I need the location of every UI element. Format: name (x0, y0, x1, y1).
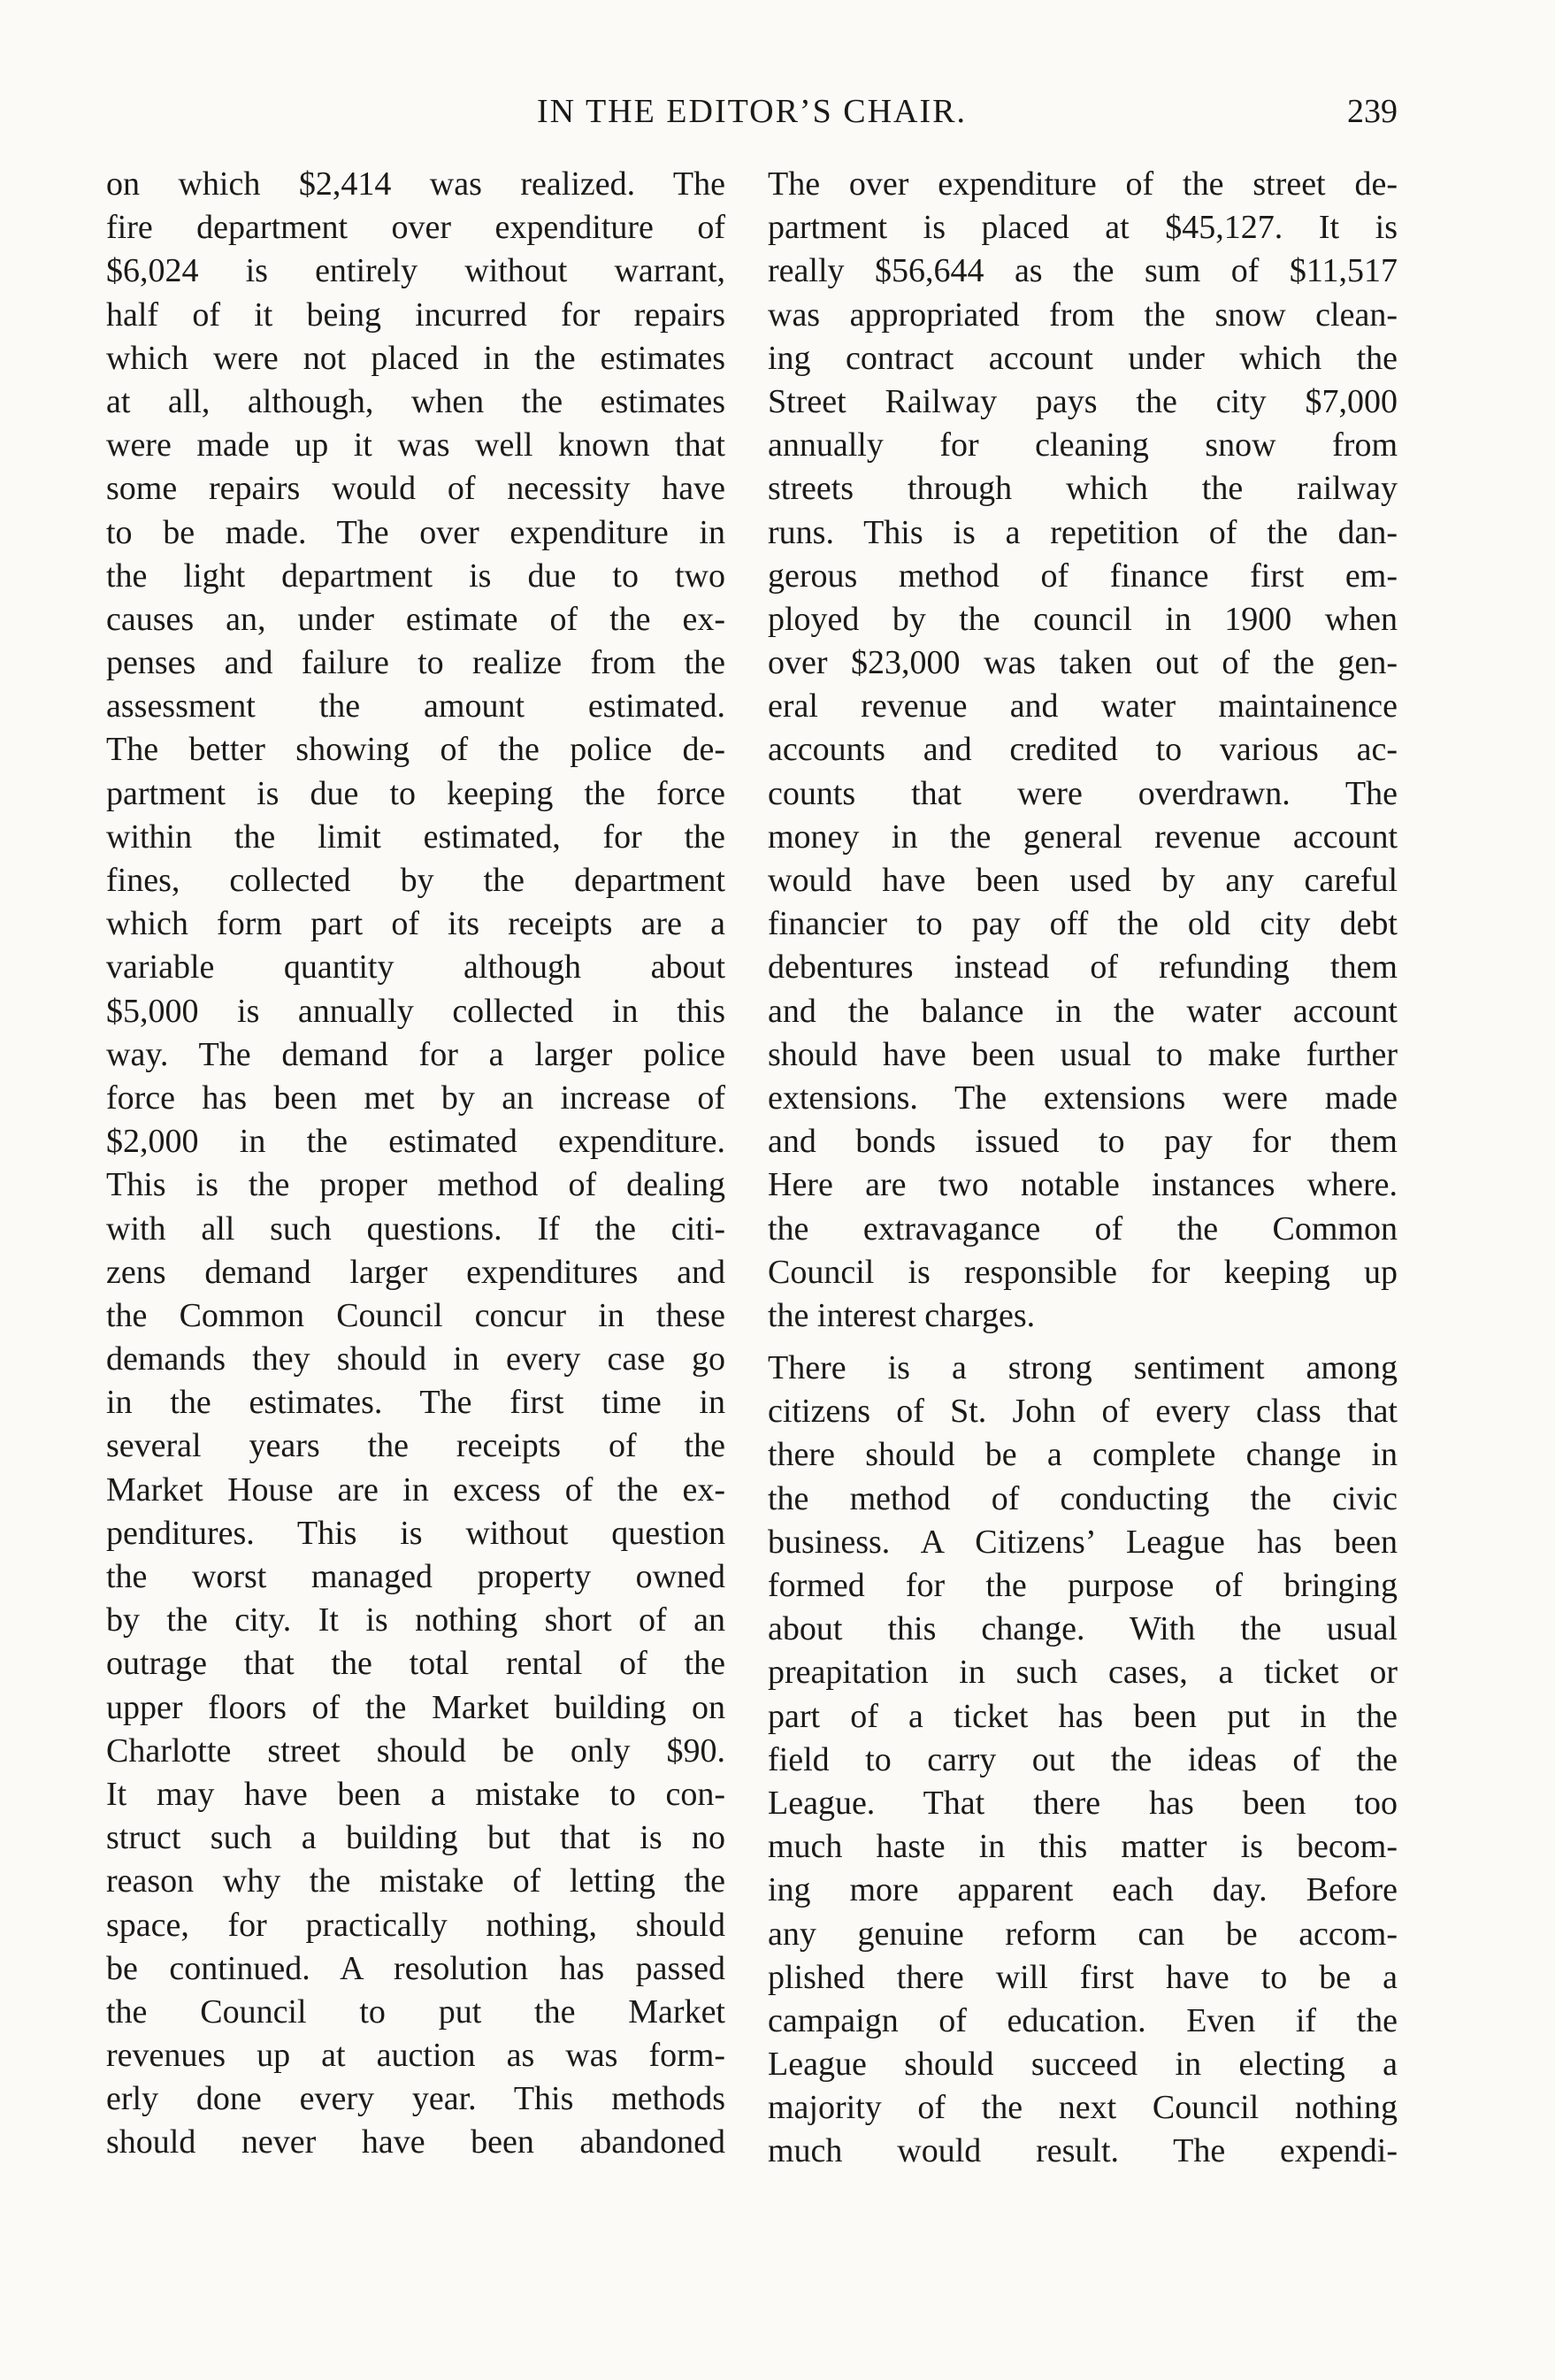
text-line: annually for cleaning snow from (768, 426, 1398, 464)
text-line: revenues up at auction as was form- (106, 2037, 725, 2075)
text-line: business. A Citizens’ League has been (768, 1523, 1398, 1561)
text-line: upper floors of the Market building on (106, 1688, 725, 1726)
text-line: There is a strong sentiment among (768, 1349, 1398, 1387)
text-line: with all such questions. If the citi- (106, 1209, 725, 1248)
text-line: runs. This is a repetition of the dan- (768, 513, 1398, 551)
text-line: the method of conducting the civic (768, 1479, 1398, 1517)
text-line: on which $2,414 was realized. The (106, 165, 725, 203)
text-line: by the city. It is nothing short of an (106, 1601, 725, 1639)
text-line: The better showing of the police de- (106, 731, 725, 769)
text-line: the Common Council concur in these (106, 1296, 725, 1334)
text-line: demands they should in every case go (106, 1340, 725, 1378)
text-line: really $56,644 as the sum of $11,517 (768, 252, 1398, 290)
text-line: majority of the next Council nothing (768, 2089, 1398, 2127)
text-line: to be made. The over expenditure in (106, 513, 725, 551)
text-line: and the balance in the water account (768, 992, 1398, 1030)
text-line: The over expenditure of the street de- (768, 165, 1398, 203)
text-line: streets through which the railway (768, 470, 1398, 508)
text-line: outrage that the total rental of the (106, 1645, 725, 1683)
text-line: the interest charges. (768, 1296, 1036, 1334)
text-line: reason why the mistake of letting the (106, 1862, 725, 1900)
text-line: much would result. The expendi- (768, 2132, 1398, 2170)
text-line: which form part of its receipts are a (106, 905, 725, 943)
text-line: $2,000 in the estimated expenditure. (106, 1123, 725, 1161)
text-line: eral revenue and water maintainence (768, 687, 1398, 726)
text-line: would have been used by any careful (768, 862, 1398, 899)
text-line: penditures. This is without question (106, 1514, 725, 1552)
text-line: fines, collected by the department (106, 862, 725, 899)
page-number: 239 (1347, 93, 1398, 130)
text-line: League. That there has been too (768, 1784, 1398, 1822)
text-line: several years the receipts of the (106, 1427, 725, 1465)
text-line: at all, although, when the estimates (106, 382, 725, 420)
text-line: It may have been a mistake to con- (106, 1775, 725, 1813)
right-column (768, 163, 1398, 2174)
text-line: gerous method of finance first em- (768, 557, 1398, 595)
text-line: there should be a complete change in (768, 1436, 1398, 1474)
text-line: ployed by the council in 1900 when (768, 600, 1398, 638)
text-line: way. The demand for a larger police (106, 1035, 725, 1073)
text-line: struct such a building but that is no (106, 1819, 725, 1857)
text-line: Charlotte street should be only $90. (106, 1731, 725, 1770)
text-line: Here are two notable instances where. (768, 1166, 1398, 1204)
text-line: field to carry out the ideas of the (768, 1740, 1398, 1778)
text-line: plished there will first have to be a (768, 1958, 1398, 1996)
text-line: half of it being incurred for repairs (106, 296, 725, 334)
text-line: the Council to put the Market (106, 1992, 725, 2031)
text-line: money in the general revenue account (768, 818, 1398, 856)
text-line: force has been met by an increase of (106, 1079, 725, 1117)
text-line: some repairs would of necessity have (106, 470, 725, 508)
text-line: variable quantity although about (106, 948, 725, 987)
text-line: over $23,000 was taken out of the gen- (768, 644, 1398, 682)
text-line: This is the proper method of dealing (106, 1166, 725, 1204)
text-line: causes an, under estimate of the ex- (106, 600, 725, 638)
text-line: the light department is due to two (106, 557, 725, 595)
text-line: citizens of St. John of every class that (768, 1393, 1398, 1431)
text-line: partment is due to keeping the force (106, 774, 725, 812)
text-line: $5,000 is annually collected in this (106, 992, 725, 1030)
paragraph-gap (768, 1338, 1398, 1347)
text-line: which were not placed in the estimates (106, 339, 725, 377)
text-line: should never have been abandoned (106, 2123, 725, 2161)
text-line: counts that were overdrawn. The (768, 774, 1398, 812)
text-line: preapitation in such cases, a ticket or (768, 1654, 1398, 1692)
text-line: assessment the amount estimated. (106, 687, 725, 726)
text-line: Market House are in excess of the ex- (106, 1470, 725, 1509)
text-line: were made up it was well known that (106, 426, 725, 464)
text-line: be continued. A resolution has passed (106, 1949, 725, 1987)
text-line: partment is placed at $45,127. It is (768, 209, 1398, 247)
text-line: was appropriated from the snow clean- (768, 296, 1398, 334)
running-title: IN THE EDITOR’S CHAIR. (537, 93, 967, 130)
text-line: space, for practically nothing, should (106, 1906, 725, 1944)
text-line: within the limit estimated, for the (106, 818, 725, 856)
text-line: financier to pay off the old city debt (768, 905, 1398, 943)
text-line: part of a ticket has been put in the (768, 1697, 1398, 1735)
text-line: in the estimates. The first time in (106, 1384, 725, 1422)
text-line: campaign of education. Even if the (768, 2001, 1398, 2039)
text-line: any genuine reform can be accom- (768, 1915, 1398, 1953)
text-line: extensions. The extensions were made (768, 1079, 1398, 1117)
text-line: Street Railway pays the city $7,000 (768, 382, 1398, 420)
text-line: ing more apparent each day. Before (768, 1871, 1398, 1909)
paragraph-citizens-league (768, 1347, 1398, 2174)
text-line: zens demand larger expenditures and (106, 1253, 725, 1291)
text-line: and bonds issued to pay for them (768, 1123, 1398, 1161)
text-line: formed for the purpose of bringing (768, 1567, 1398, 1604)
text-line: penses and failure to realize from the (106, 644, 725, 682)
text-line: accounts and credited to various ac- (768, 731, 1398, 769)
text-line: the worst managed property owned (106, 1558, 725, 1595)
text-line: should have been usual to make further (768, 1035, 1398, 1073)
text-line: League should succeed in electing a (768, 2046, 1398, 2084)
text-line: ing contract account under which the (768, 339, 1398, 377)
left-column (106, 163, 725, 2165)
text-line: $6,024 is entirely without warrant, (106, 252, 725, 290)
text-line: much haste in this matter is becom- (768, 1828, 1398, 1866)
text-line: about this change. With the usual (768, 1610, 1398, 1648)
paragraph-street-department (768, 163, 1398, 1338)
text-line: Council is responsible for keeping up (768, 1253, 1398, 1291)
text-line: erly done every year. This methods (106, 2080, 725, 2118)
page-header (106, 85, 1398, 138)
text-line: fire department over expenditure of (106, 209, 725, 247)
text-line: debentures instead of refunding them (768, 948, 1398, 987)
text-line: the extravagance of the Common (768, 1209, 1398, 1248)
